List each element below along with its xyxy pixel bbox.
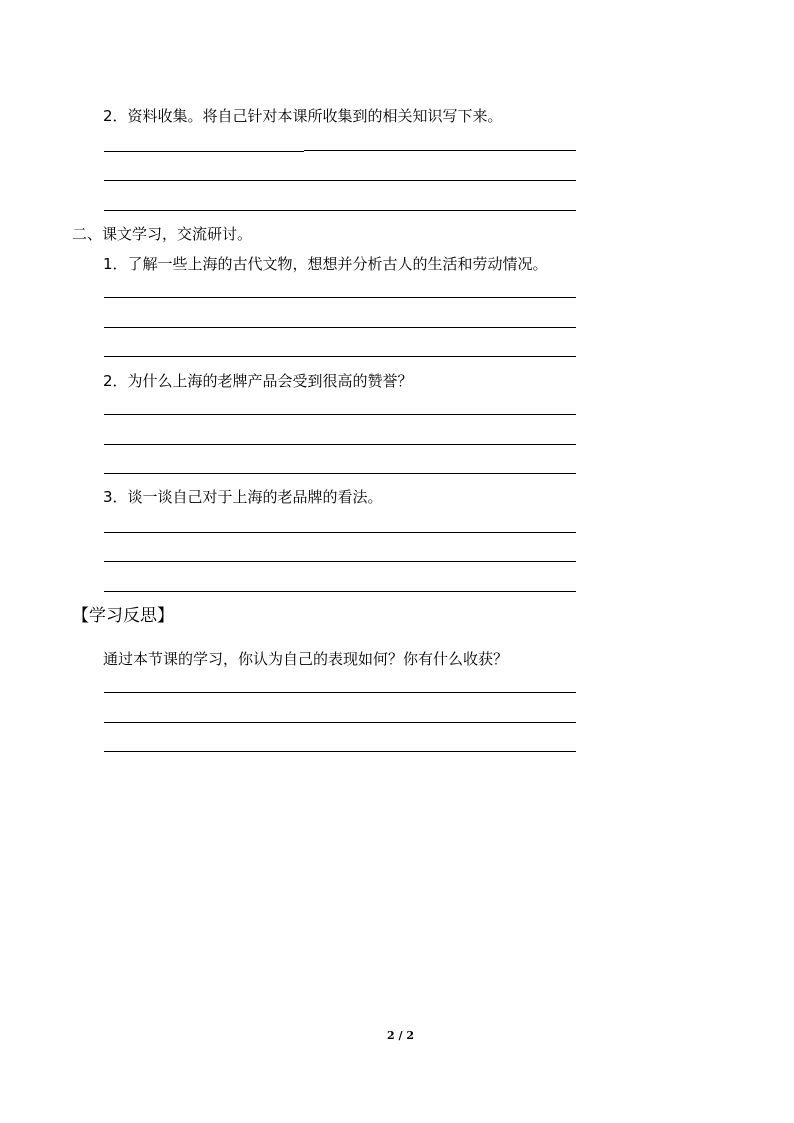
answer-line xyxy=(304,150,576,151)
answer-line xyxy=(104,327,576,328)
section-heading: 二、课文学习，交流研讨。 xyxy=(72,225,253,243)
reflection-prompt: 通过本节课的学习，你认为自己的表现如何？你有什么收获？ xyxy=(103,650,509,668)
question-item: 1．了解一些上海的古代文物，想想并分析古人的生活和劳动情况。 xyxy=(103,255,548,273)
question-resource-collection: 2．资料收集。将自己针对本课所收集到的相关知识写下来。 xyxy=(103,107,503,125)
answer-line xyxy=(104,444,576,445)
answer-line xyxy=(104,473,576,474)
answer-line xyxy=(104,151,304,152)
answer-line xyxy=(104,210,576,211)
answer-line xyxy=(104,356,576,357)
answer-line xyxy=(104,751,576,752)
answer-line xyxy=(104,591,576,592)
answer-line xyxy=(104,722,576,723)
answer-line xyxy=(104,180,576,181)
answer-line xyxy=(104,414,576,415)
reflection-heading: 【学习反思】 xyxy=(72,606,174,626)
answer-line xyxy=(104,532,576,533)
question-item: 2．为什么上海的老牌产品会受到很高的赞誉？ xyxy=(103,372,413,390)
answer-line xyxy=(104,561,576,562)
answer-line xyxy=(104,297,576,298)
page-number: 2 / 2 xyxy=(387,1029,414,1042)
question-item: 3．谈一谈自己对于上海的老品牌的看法。 xyxy=(103,488,383,506)
answer-line xyxy=(104,692,576,693)
